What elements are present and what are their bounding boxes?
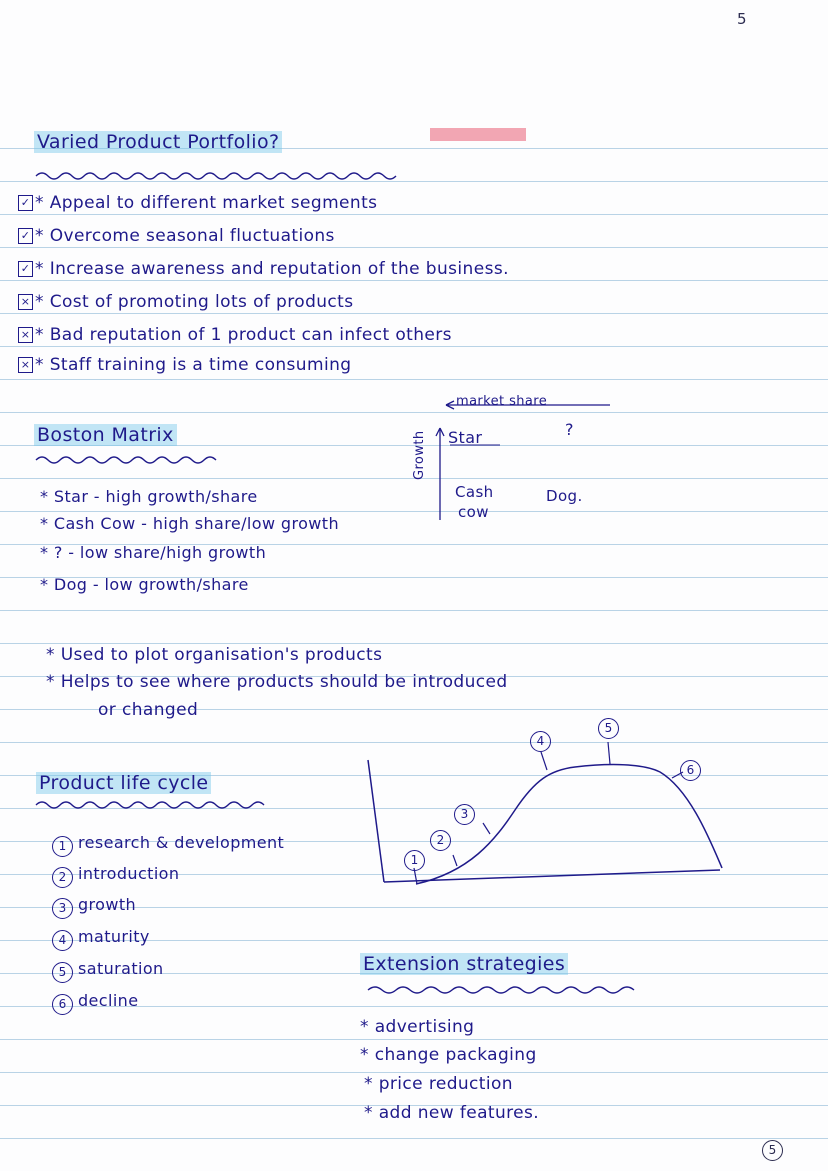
graph-stage-marker: 4 xyxy=(530,731,551,752)
stage-number: 4 xyxy=(52,930,73,951)
stage-label: introduction xyxy=(78,864,180,883)
matrix-question: ? xyxy=(565,420,574,439)
portfolio-item: × * Cost of promoting lots of products xyxy=(18,292,354,312)
portfolio-item: × * Staff training is a time consuming xyxy=(18,355,351,375)
stage-number: 1 xyxy=(52,836,73,857)
stage-number: 6 xyxy=(52,994,73,1015)
portfolio-item: ✓ * Appeal to different market segments xyxy=(18,193,377,213)
boston-item: * Star - high growth/share xyxy=(40,487,258,506)
corner-page-number: 5 xyxy=(762,1140,783,1161)
extension-title: Extension strategies xyxy=(360,953,568,975)
plc-title: Product life cycle xyxy=(36,772,211,794)
boston-note: or changed xyxy=(98,700,199,720)
matrix-dog: Dog. xyxy=(546,487,583,505)
matrix-star: Star xyxy=(448,428,483,447)
matrix-axis-growth: Growth xyxy=(412,430,427,480)
boston-item: * Cash Cow - high share/low growth xyxy=(40,514,340,533)
extension-item: * add new features. xyxy=(364,1103,540,1123)
portfolio-item: × * Bad reputation of 1 product can infect others xyxy=(18,325,452,345)
graph-stage-marker: 2 xyxy=(430,830,451,851)
boston-note: * Helps to see where products should be introduced xyxy=(46,672,508,692)
matrix-axis-market-share: market share xyxy=(456,394,548,409)
graph-stage-marker: 5 xyxy=(598,718,619,739)
stage-number: 5 xyxy=(52,962,73,983)
extension-item: * advertising xyxy=(360,1017,475,1037)
graph-stage-marker: 1 xyxy=(404,850,425,871)
stage-label: research & development xyxy=(78,833,285,852)
boston-item: * ? - low share/high growth xyxy=(40,543,267,562)
matrix-cash: Cash xyxy=(455,483,494,501)
stage-label: growth xyxy=(78,895,137,914)
extension-item: * price reduction xyxy=(364,1074,513,1094)
boston-item: * Dog - low growth/share xyxy=(40,575,249,594)
graph-stage-marker: 6 xyxy=(680,760,701,781)
portfolio-item: ✓ * Increase awareness and reputation of the business. xyxy=(18,259,509,279)
stage-number: 3 xyxy=(52,898,73,919)
page-number: 5 xyxy=(737,10,747,28)
matrix-cow: cow xyxy=(458,503,489,521)
stage-label: decline xyxy=(78,991,139,1010)
portfolio-title: Varied Product Portfolio? xyxy=(34,131,282,153)
portfolio-item: ✓ * Overcome seasonal fluctuations xyxy=(18,226,335,246)
stage-label: saturation xyxy=(78,959,164,978)
stage-label: maturity xyxy=(78,927,150,946)
extension-item: * change packaging xyxy=(360,1045,537,1065)
boston-title: Boston Matrix xyxy=(34,424,177,446)
stage-number: 2 xyxy=(52,867,73,888)
graph-stage-marker: 3 xyxy=(454,804,475,825)
boston-note: * Used to plot organisation's products xyxy=(46,645,383,665)
